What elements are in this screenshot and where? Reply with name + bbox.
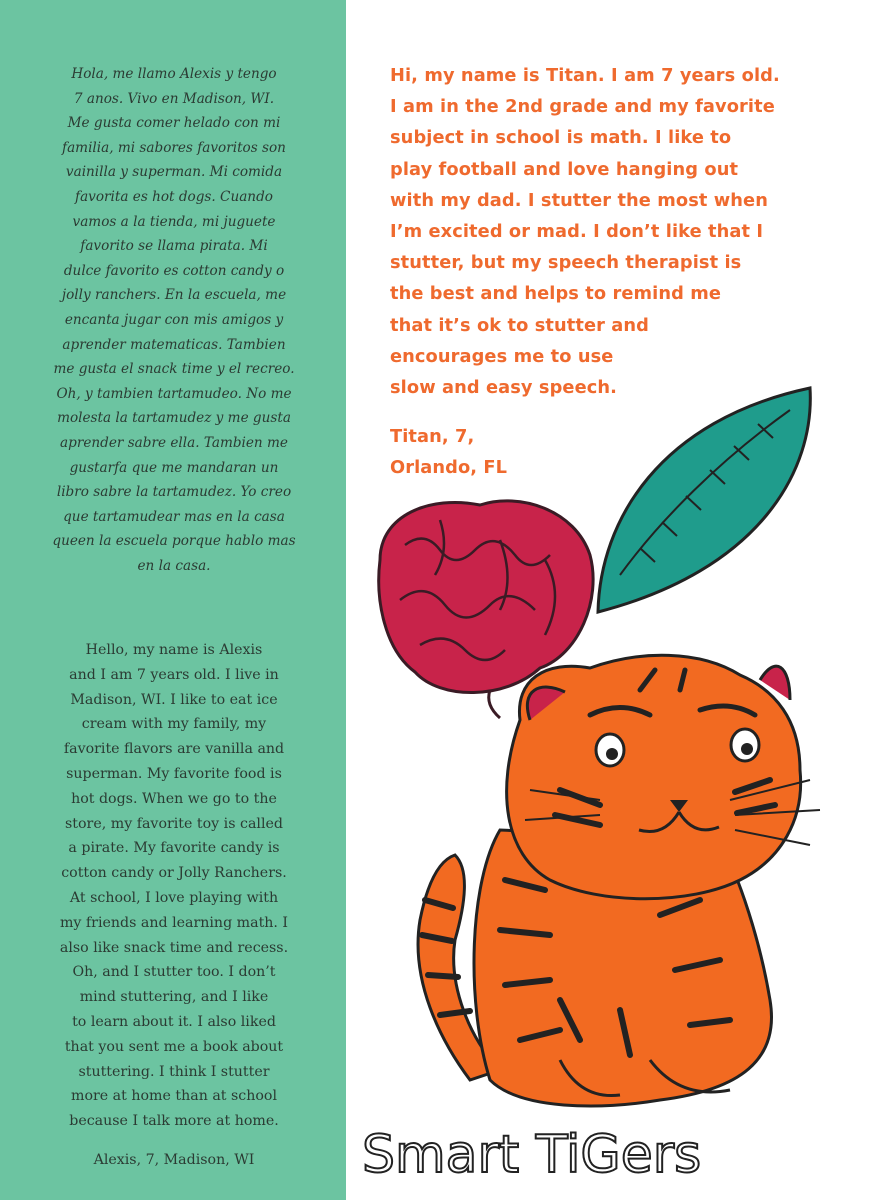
- caption-handwriting: [362, 1125, 701, 1185]
- english-line: Hello, my name is Alexis: [85, 642, 263, 658]
- english-line: superman. My favorite food is: [66, 765, 282, 782]
- english-line: a pirate. My favorite candy is: [68, 840, 280, 857]
- spanish-line: libro sabre la tartamudez. Yo creo: [56, 484, 292, 501]
- spanish-line: vamos a la tienda, mi juguete: [72, 213, 276, 230]
- spanish-line: molesta la tartamudez y me gusta: [57, 410, 291, 427]
- titan-signature-name: Titan, 7,: [390, 426, 475, 448]
- english-line: Oh, and I stutter too. I don’t: [72, 964, 276, 981]
- english-line: hot dogs. When we go to the: [71, 790, 277, 807]
- letter-line: I’m excited or mad. I don’t like that I: [390, 221, 764, 243]
- english-line: also like snack time and recess.: [59, 939, 289, 956]
- football-drawing: [598, 388, 810, 612]
- english-line: my friends and learning math. I: [59, 914, 289, 931]
- spanish-line: favorita es hot dogs. Cuando: [75, 188, 273, 205]
- english-letter: [30, 638, 318, 1173]
- sidebar-panel: [0, 0, 346, 1200]
- letter-line: that it’s ok to stutter and: [390, 314, 649, 336]
- letter-line: encourages me to use: [390, 345, 614, 367]
- spanish-line: en la casa.: [137, 557, 211, 574]
- english-line: and I am 7 years old. I live in: [69, 666, 279, 683]
- english-line: stuttering. I think I stutter: [78, 1063, 270, 1080]
- spanish-line: Oh, y tambien tartamudeo. No me: [56, 385, 292, 402]
- drawing-caption: Smart TiGers: [362, 1125, 702, 1185]
- tiger-drawing-body: [418, 655, 820, 1106]
- letter-line: Hi, my name is Titan. I am 7 years old.: [390, 65, 780, 86]
- letter-line: subject in school is math. I like to: [390, 127, 732, 149]
- english-line: At school, I love playing with: [69, 889, 279, 906]
- spanish-line: Hola, me llamo Alexis y tengo: [71, 66, 277, 82]
- english-line: because I talk more at home.: [69, 1113, 279, 1130]
- english-line: favorite flavors are vanilla and: [63, 741, 285, 758]
- spanish-line: Me gusta comer helado con mi: [67, 115, 281, 132]
- english-line: cream with my family, my: [81, 716, 267, 733]
- english-line: cotton candy or Jolly Ranchers.: [61, 865, 287, 882]
- spanish-line: aprender sabre ella. Tambien me: [60, 434, 288, 451]
- english-line: more at home than at school: [71, 1088, 277, 1105]
- spanish-line: queen la escuela porque hablo mas: [52, 533, 296, 550]
- spanish-line: vainilla y superman. Mi comida: [65, 164, 283, 181]
- spanish-line: me gusta el snack time y el recreo.: [53, 361, 295, 378]
- letter-line: the best and helps to remind me: [390, 283, 721, 305]
- spanish-line: aprender matematicas. Tambien: [62, 336, 286, 353]
- english-line: Madison, WI. I like to eat ice: [70, 691, 278, 708]
- english-line: store, my favorite toy is called: [65, 815, 283, 832]
- spanish-line: dulce favorito es cotton candy o: [63, 262, 285, 279]
- spanish-line: 7 anos. Vivo en Madison, WI.: [73, 90, 275, 107]
- letter-line: stutter, but my speech therapist is: [390, 252, 742, 274]
- english-line: mind stuttering, and I like: [79, 989, 269, 1006]
- tiger-drawing: [350, 380, 883, 1200]
- spanish-line: jolly ranchers. En la escuela, me: [61, 287, 287, 304]
- spanish-letter: [30, 62, 318, 578]
- letter-line: with my dad. I stutter the most when: [390, 189, 768, 211]
- alexis-signature: Alexis, 7, Madison, WI: [93, 1151, 255, 1168]
- spanish-line: favorito se llama pirata. Mi: [80, 238, 268, 255]
- spanish-line: encanta jugar con mis amigos y: [64, 311, 284, 328]
- titan-signature-place: Orlando, FL: [390, 457, 508, 479]
- letter-line: slow and easy speech.: [390, 377, 617, 399]
- letter-line: I am in the 2nd grade and my favorite: [390, 96, 775, 118]
- spanish-line: gustarfa que me mandaran un: [69, 459, 279, 476]
- spanish-line: que tartamudear mas en la casa: [63, 508, 285, 525]
- english-line: that you sent me a book about: [64, 1038, 284, 1055]
- english-line: to learn about it. I also liked: [72, 1013, 276, 1030]
- spanish-line: familia, mi sabores favoritos son: [62, 139, 286, 156]
- letter-line: play football and love hanging out: [390, 158, 739, 180]
